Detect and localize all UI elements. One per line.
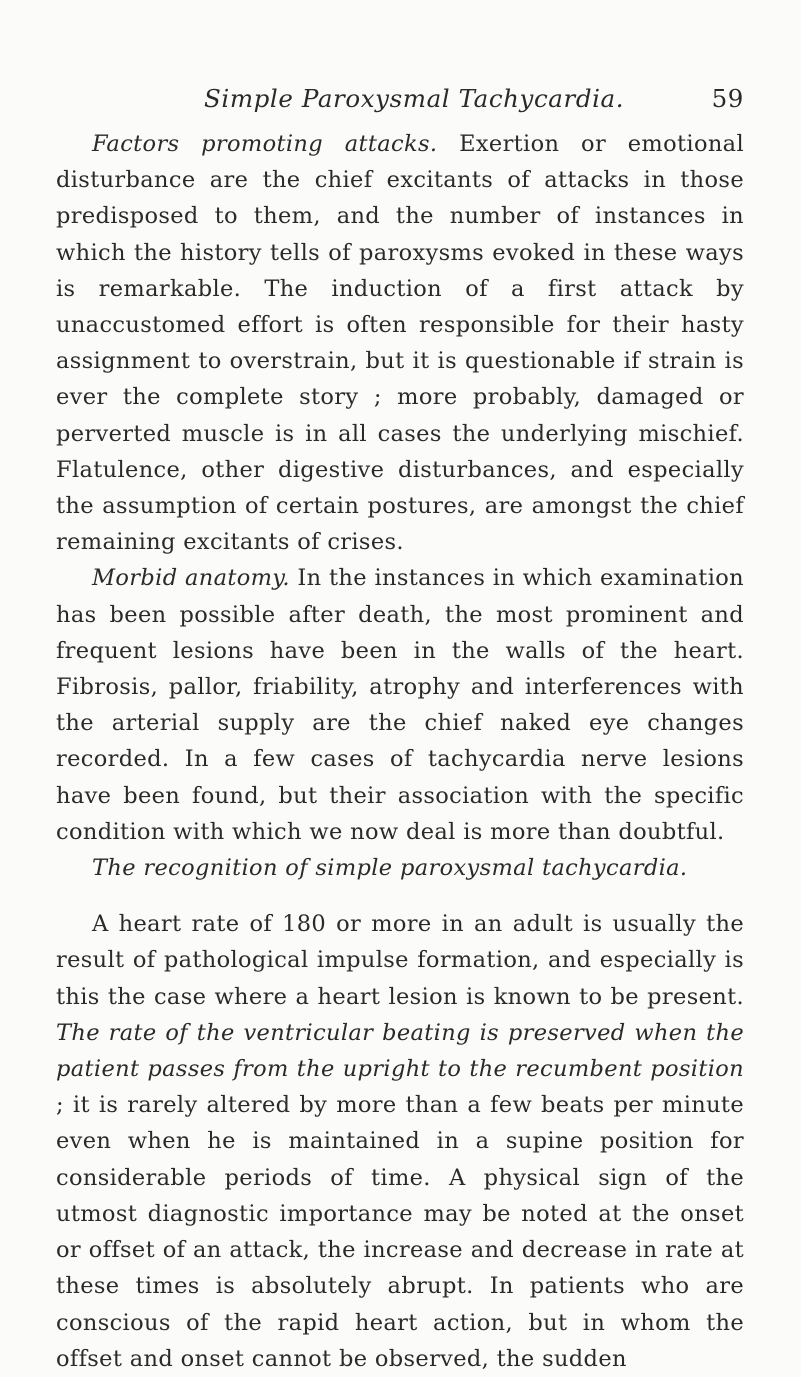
paragraph-text-factors: Exertion or emotional disturbance are the chief excitants of attacks in those predisposed to them, and the number of instances in which the history tells of paroxysms evoked in these ways is remarkable. The induction of a first attack by unaccustomed effort is often responsible for their hasty assignment to overstrain, but it is questionable if strain is ever the complete story ; more probably, damaged or perverted muscle is in all cases the underlying mischief. Flatulence, other digestive disturbances, and especially the assumption of certain postures, are amongst the chief remaining excitants of crises. xyxy=(56,131,744,556)
paragraph-recognition xyxy=(56,906,744,1377)
paragraph-text-recognition-a: A heart rate of 180 or more in an adult is usually the result of pathological impulse formation, and especially is this the case where a heart lesion is known to be present. xyxy=(56,911,744,1010)
section-heading-recognition: The recognition of simple paroxysmal tachycardia. xyxy=(92,855,688,882)
paragraph-lead-factors: Factors promoting attacks. xyxy=(92,131,438,157)
paragraph-text-recognition-b: ; it is rarely altered by more than a few beats per minute even when he is maintained in a supine position for considerable periods of time. A physical sign of the utmost diagnostic importance may be noted at the onset or offset of an attack, the increase and decrease in rate at these times is absolutely abrupt. In patients who are conscious of the rapid heart action, but in whom the offset and onset cannot be observed, the sudden xyxy=(56,1092,744,1372)
body-text xyxy=(56,126,744,1377)
paragraph-morbid-anatomy xyxy=(56,560,744,850)
paragraph-emphasis-recognition: The rate of the ventricular beating is preserved when the patient passes from the upright to the recumbent position xyxy=(56,1019,744,1083)
running-head xyxy=(56,84,744,118)
running-title: Simple Paroxysmal Tachycardia. xyxy=(204,84,625,113)
paragraph-text-morbid-anatomy: In the instances in which examination has been possible after death, the most prominent and frequent lesions have been in the walls of the heart. Fibrosis, pallor, friability, atrophy and interferences with the arterial supply are the chief naked eye changes recorded. In a few cases of tachycardia nerve lesions have been found, but their association with the specific condition with which we now deal is more than doubtful. xyxy=(56,565,744,845)
paragraph-factors xyxy=(56,126,744,560)
paragraph-lead-morbid-anatomy: Morbid anatomy. xyxy=(92,565,290,592)
page-number: 59 xyxy=(711,84,744,113)
